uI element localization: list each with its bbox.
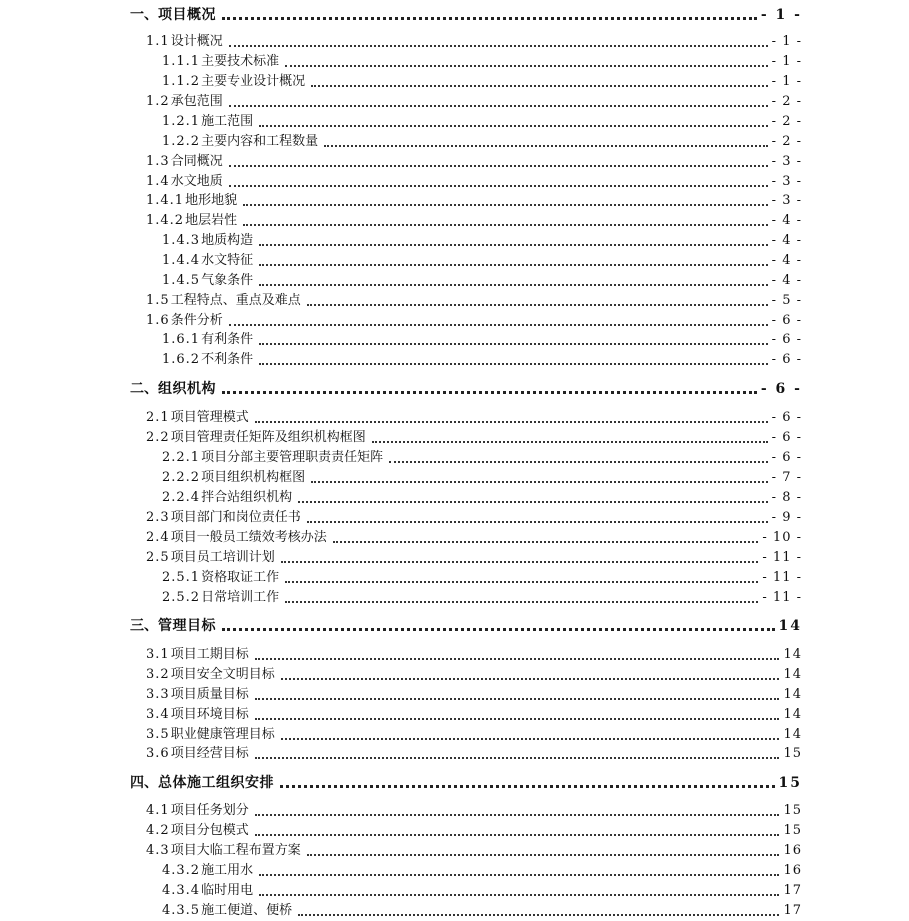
toc-entry[interactable]: [146, 92, 802, 112]
toc-entry[interactable]: [162, 568, 802, 588]
toc-page-number: - 8 -: [771, 490, 802, 505]
toc-page-number: - 3 -: [771, 193, 802, 208]
toc-number: 1.2.1: [162, 114, 201, 129]
dot-leader: [307, 303, 768, 306]
toc-page-number: - 4 -: [771, 213, 802, 228]
toc-page-number: 16: [783, 863, 802, 878]
toc-number: 1.1.1: [162, 54, 201, 69]
toc-title: 合同概况: [170, 154, 223, 169]
toc-number: 1.4.1: [146, 193, 185, 208]
toc-number: 1.6.2: [162, 352, 201, 367]
toc-page-number: 14: [783, 707, 802, 722]
toc-entry[interactable]: [146, 801, 802, 821]
toc-number: 2.2: [146, 430, 170, 445]
toc-title: 施工便道、便桥: [201, 903, 293, 918]
toc-title: 项目员工培训计划: [170, 550, 275, 565]
toc-number: 1.4: [146, 174, 170, 189]
toc-page-number: - 1 -: [771, 54, 802, 69]
toc-entry[interactable]: [146, 705, 802, 725]
toc-entry[interactable]: [162, 132, 802, 152]
toc-title: 项目分包模式: [170, 823, 249, 838]
toc-number: 2.5.1: [162, 570, 201, 585]
toc-entry[interactable]: [146, 508, 802, 528]
dot-leader: [298, 500, 768, 503]
dot-leader: [259, 342, 768, 345]
toc-number: 3.3: [146, 687, 170, 702]
toc-number: 1.4.2: [146, 213, 185, 228]
toc-number: 2.1: [146, 410, 170, 425]
dot-leader: [229, 184, 768, 187]
toc-number: 3.5: [146, 727, 170, 742]
toc-page-number: - 6 -: [760, 381, 802, 397]
toc-page-number: - 6 -: [771, 430, 802, 445]
toc-number: 四、: [130, 775, 158, 791]
toc-number: 4.3.5: [162, 903, 201, 918]
toc-title: 不利条件: [201, 352, 254, 367]
toc-title: 职业健康管理目标: [170, 727, 275, 742]
toc-page-number: - 2 -: [771, 134, 802, 149]
toc-page-number: - 3 -: [771, 154, 802, 169]
toc-title: 项目质量目标: [170, 687, 249, 702]
toc-number: 1.3: [146, 154, 170, 169]
toc-number: 3.4: [146, 707, 170, 722]
toc-title: 资格取证工作: [201, 570, 280, 585]
dot-leader: [255, 420, 768, 423]
toc-entry[interactable]: [146, 725, 802, 745]
dot-leader: [281, 560, 759, 563]
toc-title: 组织机构: [158, 381, 216, 397]
toc-title: 水文地质: [170, 174, 223, 189]
toc-number: 4.3: [146, 843, 170, 858]
toc-page-number: - 11 -: [762, 550, 802, 565]
toc-entry[interactable]: [146, 685, 802, 705]
toc-title: 管理目标: [158, 618, 216, 634]
toc-title: 总体施工组织安排: [158, 775, 274, 791]
toc-entry[interactable]: [162, 112, 802, 132]
toc-entry[interactable]: [162, 901, 802, 921]
toc-number: 1.4.3: [162, 233, 201, 248]
toc-page-number: - 3 -: [771, 174, 802, 189]
toc-title: 地层岩性: [185, 213, 238, 228]
toc-number: 1.4.4: [162, 253, 201, 268]
toc-entry[interactable]: [162, 231, 802, 251]
toc-entry[interactable]: [146, 32, 802, 52]
toc-entry[interactable]: [162, 251, 802, 271]
toc-page-number: - 2 -: [771, 114, 802, 129]
toc-entry[interactable]: [162, 350, 802, 370]
toc-entry[interactable]: [146, 548, 802, 568]
dot-leader: [389, 460, 768, 463]
toc-title: 有利条件: [201, 332, 254, 347]
dot-leader: [298, 913, 779, 916]
dot-leader: [333, 540, 759, 543]
toc-page-number: - 1 -: [771, 74, 802, 89]
toc-number: 1.1: [146, 34, 170, 49]
dot-leader: [280, 784, 775, 788]
dot-leader: [281, 677, 780, 680]
toc-page-number: - 4 -: [771, 233, 802, 248]
toc-page-number: 14: [778, 618, 802, 634]
toc-entry[interactable]: [146, 408, 802, 428]
toc-number: 3.1: [146, 647, 170, 662]
toc-title: 主要技术标准: [201, 54, 280, 69]
toc-entry[interactable]: [162, 488, 802, 508]
toc-page-number: 15: [783, 803, 802, 818]
toc-title: 项目环境目标: [170, 707, 249, 722]
toc-page-number: - 4 -: [771, 253, 802, 268]
toc-number: 1.6.1: [162, 332, 201, 347]
toc-number: 3.6: [146, 746, 170, 761]
toc-page-number: 17: [783, 883, 802, 898]
dot-leader: [259, 263, 768, 266]
toc-number: 2.2.4: [162, 490, 201, 505]
toc-title: 水文特征: [201, 253, 254, 268]
toc-page-number: - 9 -: [771, 510, 802, 525]
toc-chapter[interactable]: [130, 378, 802, 400]
toc-entry[interactable]: [146, 428, 802, 448]
toc-number: 4.2: [146, 823, 170, 838]
toc-entry[interactable]: [162, 588, 802, 608]
toc-page-number: - 6 -: [771, 313, 802, 328]
toc-entry[interactable]: [146, 744, 802, 764]
toc-page-number: 16: [783, 843, 802, 858]
dot-leader: [311, 480, 768, 483]
toc-page-number: 14: [783, 647, 802, 662]
toc-page-number: 14: [783, 667, 802, 682]
toc-title: 地质构造: [201, 233, 254, 248]
toc-page-number: - 5 -: [771, 293, 802, 308]
dot-leader: [255, 756, 780, 759]
dot-leader: [222, 390, 757, 394]
toc-entry[interactable]: [162, 330, 802, 350]
dot-leader: [259, 283, 768, 286]
toc-title: 日常培训工作: [201, 590, 280, 605]
toc-entry[interactable]: [162, 72, 802, 92]
toc-number: 2.5: [146, 550, 170, 565]
dot-leader: [243, 203, 768, 206]
toc-entry[interactable]: [162, 881, 802, 901]
toc-page-number: - 6 -: [771, 410, 802, 425]
toc-entry[interactable]: [162, 468, 802, 488]
dot-leader: [311, 84, 768, 87]
toc-chapter[interactable]: [130, 615, 802, 637]
dot-leader: [307, 520, 768, 523]
dot-leader: [255, 657, 780, 660]
toc-chapter[interactable]: [130, 772, 802, 794]
toc-page-number: 17: [783, 903, 802, 918]
toc-entry[interactable]: [162, 52, 802, 72]
toc-title: 地形地貌: [185, 193, 238, 208]
dot-leader: [229, 104, 768, 107]
toc-number: 2.2.1: [162, 450, 201, 465]
toc-entry[interactable]: [146, 528, 802, 548]
toc-entry[interactable]: [146, 311, 802, 331]
toc-page-number: - 11 -: [762, 570, 802, 585]
toc-page-number: - 11 -: [762, 590, 802, 605]
toc-entry[interactable]: [146, 211, 802, 231]
toc-entry[interactable]: [146, 645, 802, 665]
toc-entry[interactable]: [146, 291, 802, 311]
dot-leader: [285, 64, 768, 67]
toc-title: 承包范围: [170, 94, 223, 109]
dot-leader: [229, 44, 768, 47]
toc-title: 项目概况: [158, 7, 216, 23]
toc-page-number: - 4 -: [771, 273, 802, 288]
toc-number: 1.4.5: [162, 273, 201, 288]
toc-page-number: - 7 -: [771, 470, 802, 485]
dot-leader: [259, 893, 779, 896]
dot-leader: [222, 16, 757, 20]
toc-number: 3.2: [146, 667, 170, 682]
toc-page-number: - 2 -: [771, 94, 802, 109]
toc-title: 设计概况: [170, 34, 223, 49]
toc-entry[interactable]: [162, 448, 802, 468]
toc-number: 二、: [130, 381, 158, 397]
dot-leader: [307, 853, 780, 856]
toc-number: 1.1.2: [162, 74, 201, 89]
toc-entry[interactable]: [146, 665, 802, 685]
toc-title: 项目组织机构框图: [201, 470, 306, 485]
dot-leader: [259, 124, 768, 127]
toc-title: 主要内容和工程数量: [201, 134, 319, 149]
toc-number: 4.1: [146, 803, 170, 818]
dot-leader: [259, 873, 779, 876]
toc-entry[interactable]: [162, 271, 802, 291]
toc-number: 4.3.4: [162, 883, 201, 898]
toc-page-number: 15: [783, 823, 802, 838]
toc-page-number: - 6 -: [771, 332, 802, 347]
toc-title: 项目一般员工绩效考核办法: [170, 530, 327, 545]
dot-leader: [255, 833, 780, 836]
toc-number: 1.5: [146, 293, 170, 308]
dot-leader: [324, 144, 768, 147]
dot-leader: [259, 243, 768, 246]
toc-page-number: 14: [783, 687, 802, 702]
dot-leader: [372, 440, 768, 443]
toc-number: 1.2: [146, 94, 170, 109]
dot-leader: [255, 813, 780, 816]
toc-number: 2.3: [146, 510, 170, 525]
dot-leader: [229, 164, 768, 167]
toc-number: 三、: [130, 618, 158, 634]
toc-title: 施工用水: [201, 863, 254, 878]
dot-leader: [281, 737, 780, 740]
dot-leader: [285, 600, 758, 603]
toc-page-number: - 10 -: [762, 530, 802, 545]
dot-leader: [243, 223, 768, 226]
toc-entry[interactable]: [146, 172, 802, 192]
toc-page-number: - 6 -: [771, 352, 802, 367]
toc-entry[interactable]: [162, 861, 802, 881]
toc-page-number: 14: [783, 727, 802, 742]
toc-entry[interactable]: [146, 152, 802, 172]
toc-title: 主要专业设计概况: [201, 74, 306, 89]
dot-leader: [255, 697, 780, 700]
toc-number: 2.5.2: [162, 590, 201, 605]
toc-chapter[interactable]: [130, 4, 802, 26]
toc-number: 1.2.2: [162, 134, 201, 149]
toc-page-number: 15: [783, 746, 802, 761]
toc-title: 项目分部主要管理职责责任矩阵: [201, 450, 384, 465]
toc-title: 项目任务划分: [170, 803, 249, 818]
toc-number: 1.6: [146, 313, 170, 328]
toc-page-number: - 1 -: [760, 7, 802, 23]
toc-page-number: 15: [778, 775, 802, 791]
toc-number: 一、: [130, 7, 158, 23]
toc-title: 施工范围: [201, 114, 254, 129]
toc-page-number: - 1 -: [771, 34, 802, 49]
toc-title: 拌合站组织机构: [201, 490, 293, 505]
dot-leader: [222, 627, 775, 631]
toc-page-number: - 6 -: [771, 450, 802, 465]
toc-entry[interactable]: [146, 841, 802, 861]
dot-leader: [259, 362, 768, 365]
toc-title: 工程特点、重点及难点: [170, 293, 301, 308]
dot-leader: [285, 580, 758, 583]
toc-title: 项目管理责任矩阵及组织机构框图: [170, 430, 366, 445]
dot-leader: [229, 323, 768, 326]
toc-title: 项目部门和岗位责任书: [170, 510, 301, 525]
toc-title: 项目安全文明目标: [170, 667, 275, 682]
toc-title: 项目工期目标: [170, 647, 249, 662]
toc-title: 项目大临工程布置方案: [170, 843, 301, 858]
toc-entry[interactable]: [146, 191, 802, 211]
toc-title: 项目管理模式: [170, 410, 249, 425]
toc-title: 临时用电: [201, 883, 254, 898]
dot-leader: [255, 717, 780, 720]
toc-number: 4.3.2: [162, 863, 201, 878]
toc-entry[interactable]: [146, 821, 802, 841]
toc-title: 气象条件: [201, 273, 254, 288]
toc-number: 2.4: [146, 530, 170, 545]
toc-title: 条件分析: [170, 313, 223, 328]
toc-number: 2.2.2: [162, 470, 201, 485]
toc-title: 项目经营目标: [170, 746, 249, 761]
